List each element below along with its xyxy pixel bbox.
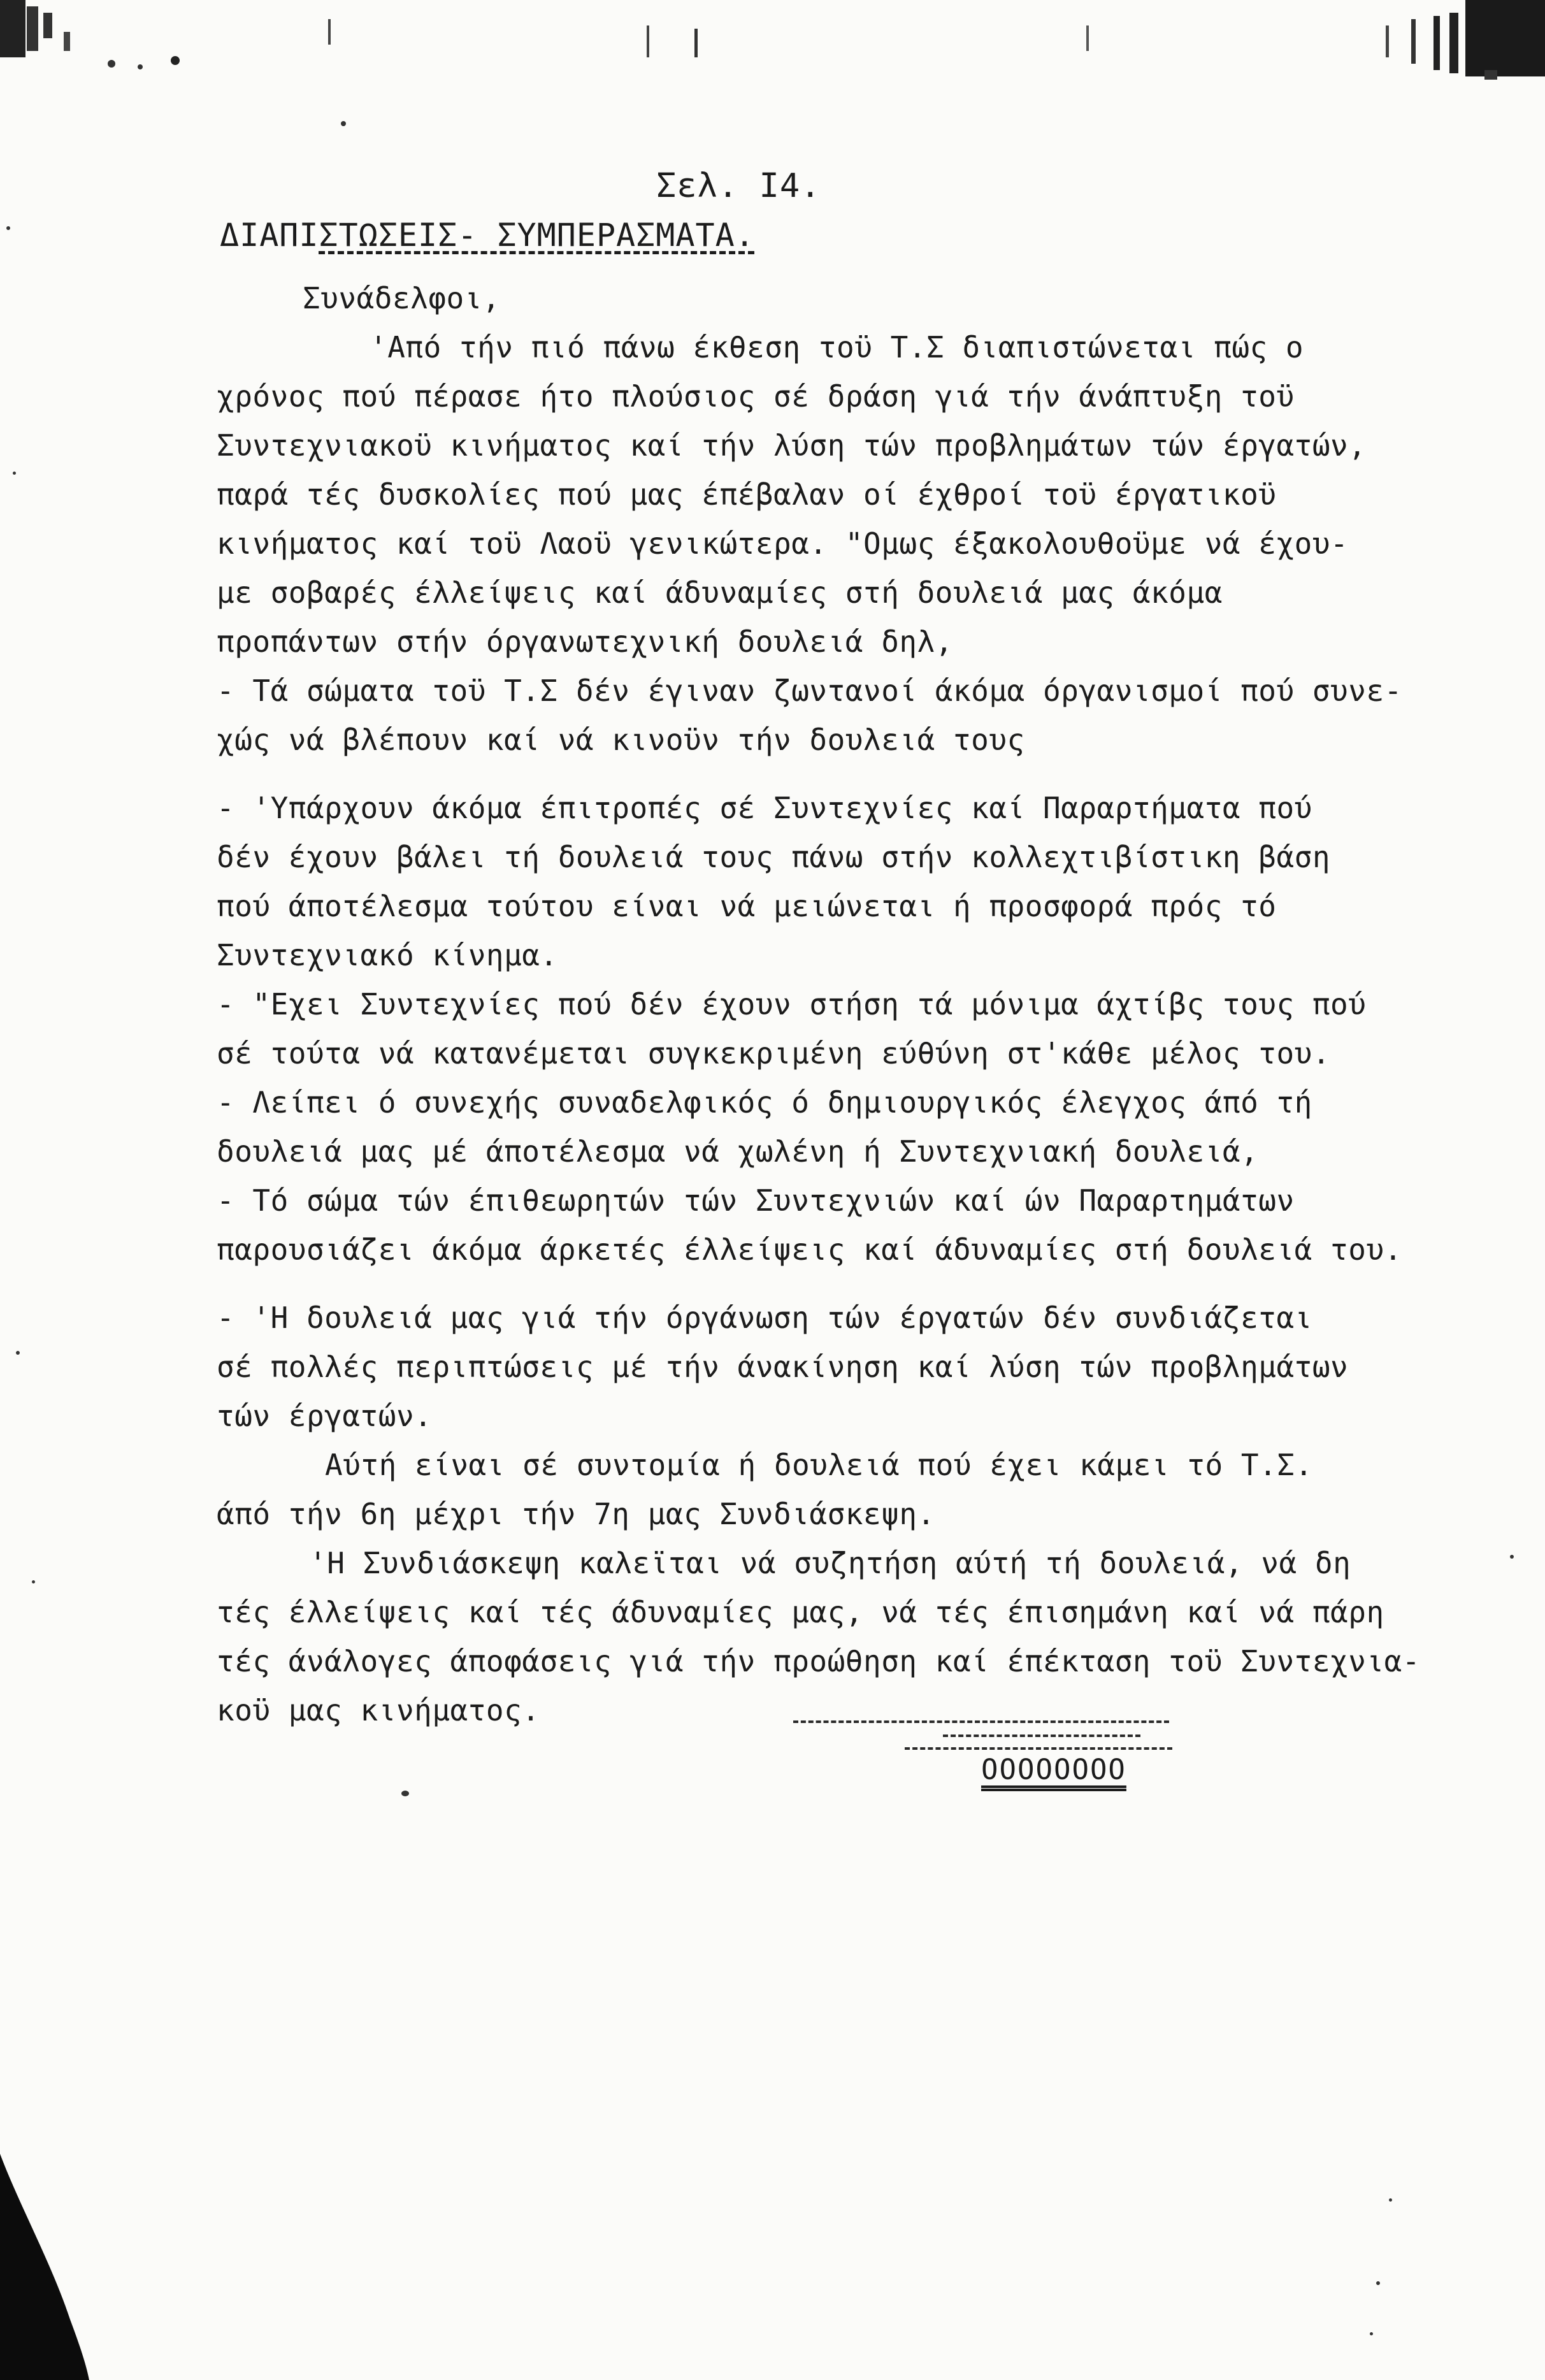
paragraph — [217, 784, 1491, 980]
paragraph — [217, 1294, 1491, 1441]
document-body — [217, 274, 1491, 1735]
text-line: κινήματος καί τοϋ Λαοϋ γενικώτερα. "Ομως έξακολουθοϋμε νά έχου- — [217, 526, 1349, 561]
text-line: 'Από τήν πιό πάνω έκθεση τοϋ Τ.Σ διαπιστώνεται πώς ο — [370, 330, 1304, 364]
scan-speck — [401, 1791, 409, 1796]
paragraph — [217, 323, 1491, 667]
text-line: άπό τήν 6η μέχρι τήν 7η μας Συνδιάσκεψη. — [217, 1497, 935, 1531]
text-line: τές άνάλογες άποφάσεις γιά τήν προώθηση καί έπέκταση τοϋ Συντεχνια- — [217, 1644, 1421, 1678]
heading-underlined: ΣΤΩΣΕΙΣ- ΣΥΜΠΕΡΑΣΜΑΤΑ. — [319, 217, 755, 254]
paragraph — [217, 1539, 1491, 1735]
text-line: χώς νά βλέπουν καί νά κινοϋν τήν δουλειά τους — [217, 723, 1025, 757]
text-line: Συντεχνιακό κίνημα. — [217, 938, 558, 972]
text-line: - Τό σώμα τών έπιθεωρητών τών Συντεχνιών καί ών Παραρτημάτων — [217, 1183, 1295, 1218]
section-heading — [220, 217, 755, 254]
text-line: χρόνος πού πέρασε ήτο πλούσιος σέ δράση γιά τήν άνάπτυξη τοϋ — [217, 379, 1295, 414]
scan-speck — [32, 1580, 35, 1583]
text-line: δουλειά μας μέ άποτέλεσμα νά χωλένη ή Συντεχνιακή δουλειά, — [217, 1134, 1259, 1169]
scan-speck — [1370, 2332, 1373, 2335]
text-line: πού άποτέλεσμα τούτου είναι νά μειώνεται ή προσφορά πρός τό — [217, 889, 1277, 923]
text-line: - "Εχει Συντεχνίες πού δέν έχουν στήση τά μόνιμα άχτίβς τους πού — [217, 987, 1367, 1021]
text-line: τών έργατών. — [217, 1399, 433, 1433]
scan-speck — [1389, 2198, 1392, 2202]
scan-speck — [13, 472, 16, 475]
paragraph — [217, 1441, 1491, 1539]
scan-speck — [341, 121, 346, 126]
text-line: δέν έχουν βάλει τή δουλειά τους πάνω στήν κολλεχτιβίστικη βάση — [217, 840, 1331, 874]
scan-speck — [1510, 1555, 1514, 1559]
closing-rule — [943, 1735, 1140, 1737]
text-line: κοϋ μας κινήματος. — [217, 1693, 540, 1727]
text-line: σέ πολλές περιπτώσεις μέ τήν άνακίνηση καί λύση τών προβλημάτων — [217, 1350, 1349, 1384]
scan-speck — [16, 1351, 20, 1355]
text-line: - 'Υπάρχουν άκόμα έπιτροπές σέ Συντεχνίες καί Παραρτήματα πού — [217, 791, 1312, 825]
paragraph — [217, 980, 1491, 1274]
scan-speck — [6, 226, 10, 230]
text-line: σέ τούτα νά κατανέμεται συγκεκριμένη εύθύνη στ'κάθε μέλος του. — [217, 1036, 1331, 1071]
text-line: προπάντων στήν όργανωτεχνική δουλειά δηλ, — [217, 624, 953, 659]
text-line: παρά τές δυσκολίες πού μας έπέβαλαν οί έχθροί τοϋ έργατικοϋ — [217, 477, 1277, 512]
end-mark: ΟΟΟΟΟΟΟΟ — [981, 1754, 1126, 1786]
closing-rule — [793, 1720, 1169, 1723]
text-line: Αύτή είναι σέ συντομία ή δουλειά πού έχει κάμει τό Τ.Σ. — [325, 1448, 1313, 1482]
scan-noise-top — [0, 0, 1545, 83]
salutation: Συνάδελφοι, — [303, 281, 501, 315]
paragraph — [217, 667, 1491, 765]
closing-rule — [905, 1747, 1172, 1750]
text-line: - Λείπει ό συνεχής συναδελφικός ό δημιουργικός έλεγχος άπό τή — [217, 1085, 1312, 1120]
text-line: με σοβαρές έλλείψεις καί άδυναμίες στή δουλειά μας άκόμα — [217, 575, 1223, 610]
heading-prefix: ΔΙΑΠΙ — [220, 217, 319, 254]
page-number: Σελ. Ι4. — [656, 167, 821, 205]
text-line: - Τά σώματα τοϋ Τ.Σ δέν έγιναν ζωντανοί άκόμα όργανισμοί πού συνε- — [217, 674, 1402, 708]
text-line: τές έλλείψεις καί τές άδυναμίες μας, νά τές έπισημάνη καί νά πάρη — [217, 1595, 1384, 1629]
scan-shadow-left — [0, 2154, 127, 2380]
text-line: - 'Η δουλειά μας γιά τήν όργάνωση τών έργατών δέν συνδιάζεται — [217, 1301, 1312, 1335]
scan-speck — [1376, 2281, 1380, 2285]
text-line: παρουσιάζει άκόμα άρκετές έλλείψεις καί άδυναμίες στή δουλειά του. — [217, 1232, 1402, 1267]
text-line: 'Η Συνδιάσκεψη καλεϊται νά συζητήση αύτή τή δουλειά, νά δη — [309, 1546, 1351, 1580]
text-line: Συντεχνιακοϋ κινήματος καί τήν λύση τών προβλημάτων τών έργατών, — [217, 428, 1367, 463]
